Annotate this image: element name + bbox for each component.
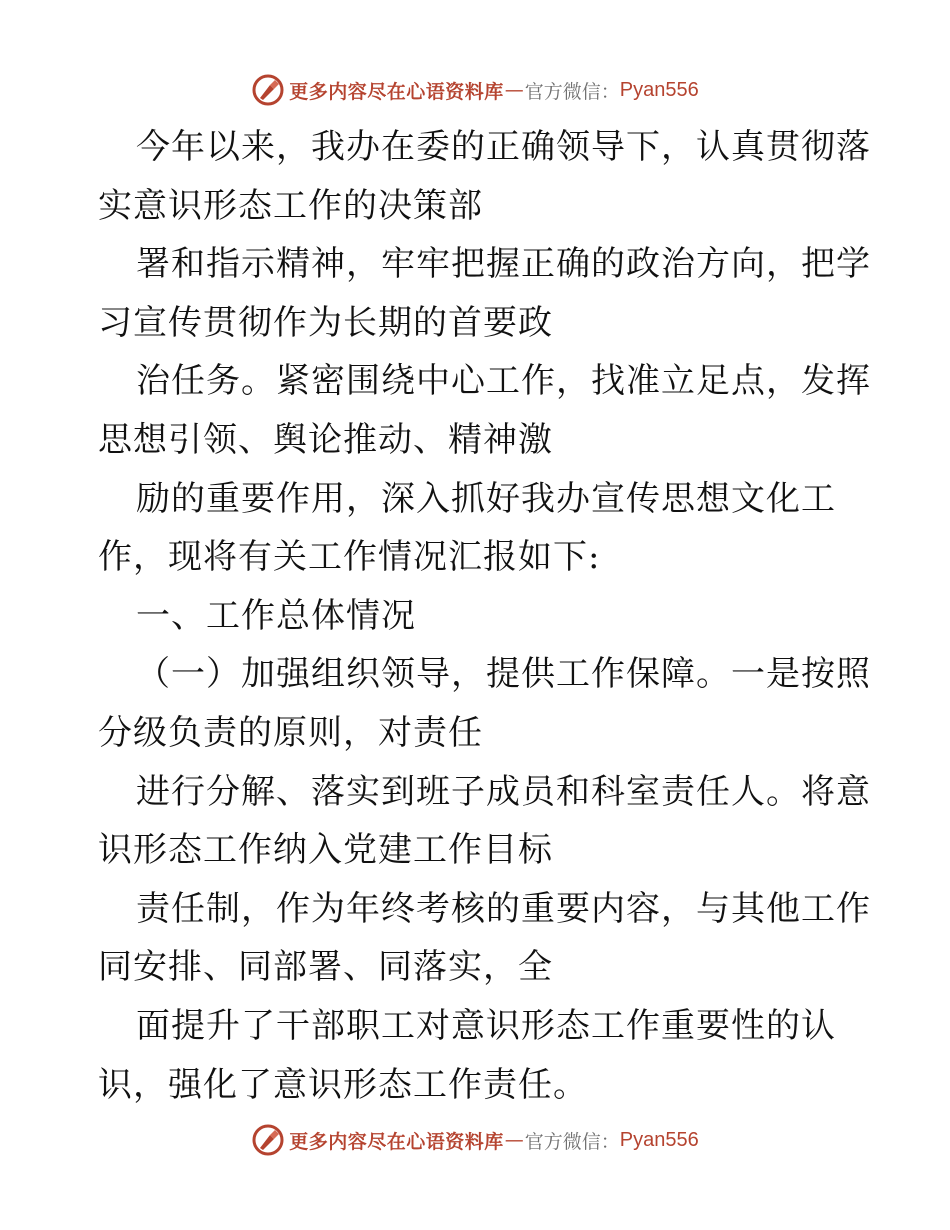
watermark-wechat-id: Pyan556	[619, 1128, 699, 1151]
text-line: 励的重要作用，深入抓好我办宣传思想文化工	[136, 478, 836, 519]
text-line: 作，现将有关工作情况汇报如下:	[98, 537, 601, 578]
text-line: 实意识形态工作的决策部	[98, 185, 483, 226]
watermark-footer	[0, 1120, 950, 1160]
watermark-separator: —	[504, 79, 524, 101]
watermark-official-label: 官方微信：	[524, 80, 620, 103]
document-body	[98, 118, 871, 1114]
text-line: 分级负责的原则，对责任	[98, 712, 483, 753]
text-line: 署和指示精神，牢牢把握正确的政治方向，把学	[136, 244, 871, 285]
watermark-brand: 更多内容尽在心语资料库	[289, 1130, 504, 1153]
text-line: 进行分解、落实到班子成员和科室责任人。将意	[136, 771, 871, 812]
text-line: 同安排、同部署、同落实，全	[98, 947, 553, 988]
watermark-header	[0, 70, 950, 110]
text-line: 责任制，作为年终考核的重要内容，与其他工作	[136, 888, 871, 929]
text-line: 一、工作总体情况	[136, 595, 416, 636]
pen-nib-logo-icon	[251, 73, 285, 107]
text-line: 思想引领、舆论推动、精神激	[98, 419, 553, 460]
text-line: 识形态工作纳入党建工作目标	[98, 830, 553, 871]
text-line: 面提升了干部职工对意识形态工作重要性的认	[136, 1005, 836, 1046]
text-line: 今年以来，我办在委的正确领导下，认真贯彻落	[136, 127, 871, 167]
text-line: 治任务。紧密围绕中心工作，找准立足点，发挥	[136, 361, 871, 402]
text-line: （一）加强组织领导，提供工作保障。一是按照	[136, 654, 871, 695]
text-line: 识，强化了意识形态工作责任。	[98, 1064, 588, 1105]
watermark-brand: 更多内容尽在心语资料库	[289, 80, 504, 103]
pen-nib-logo-icon	[251, 1123, 285, 1157]
watermark-separator: —	[504, 1129, 524, 1151]
watermark-wechat-id: Pyan556	[619, 78, 699, 101]
watermark-official-label: 官方微信：	[524, 1130, 620, 1153]
text-line: 习宣传贯彻作为长期的首要政	[98, 302, 553, 343]
